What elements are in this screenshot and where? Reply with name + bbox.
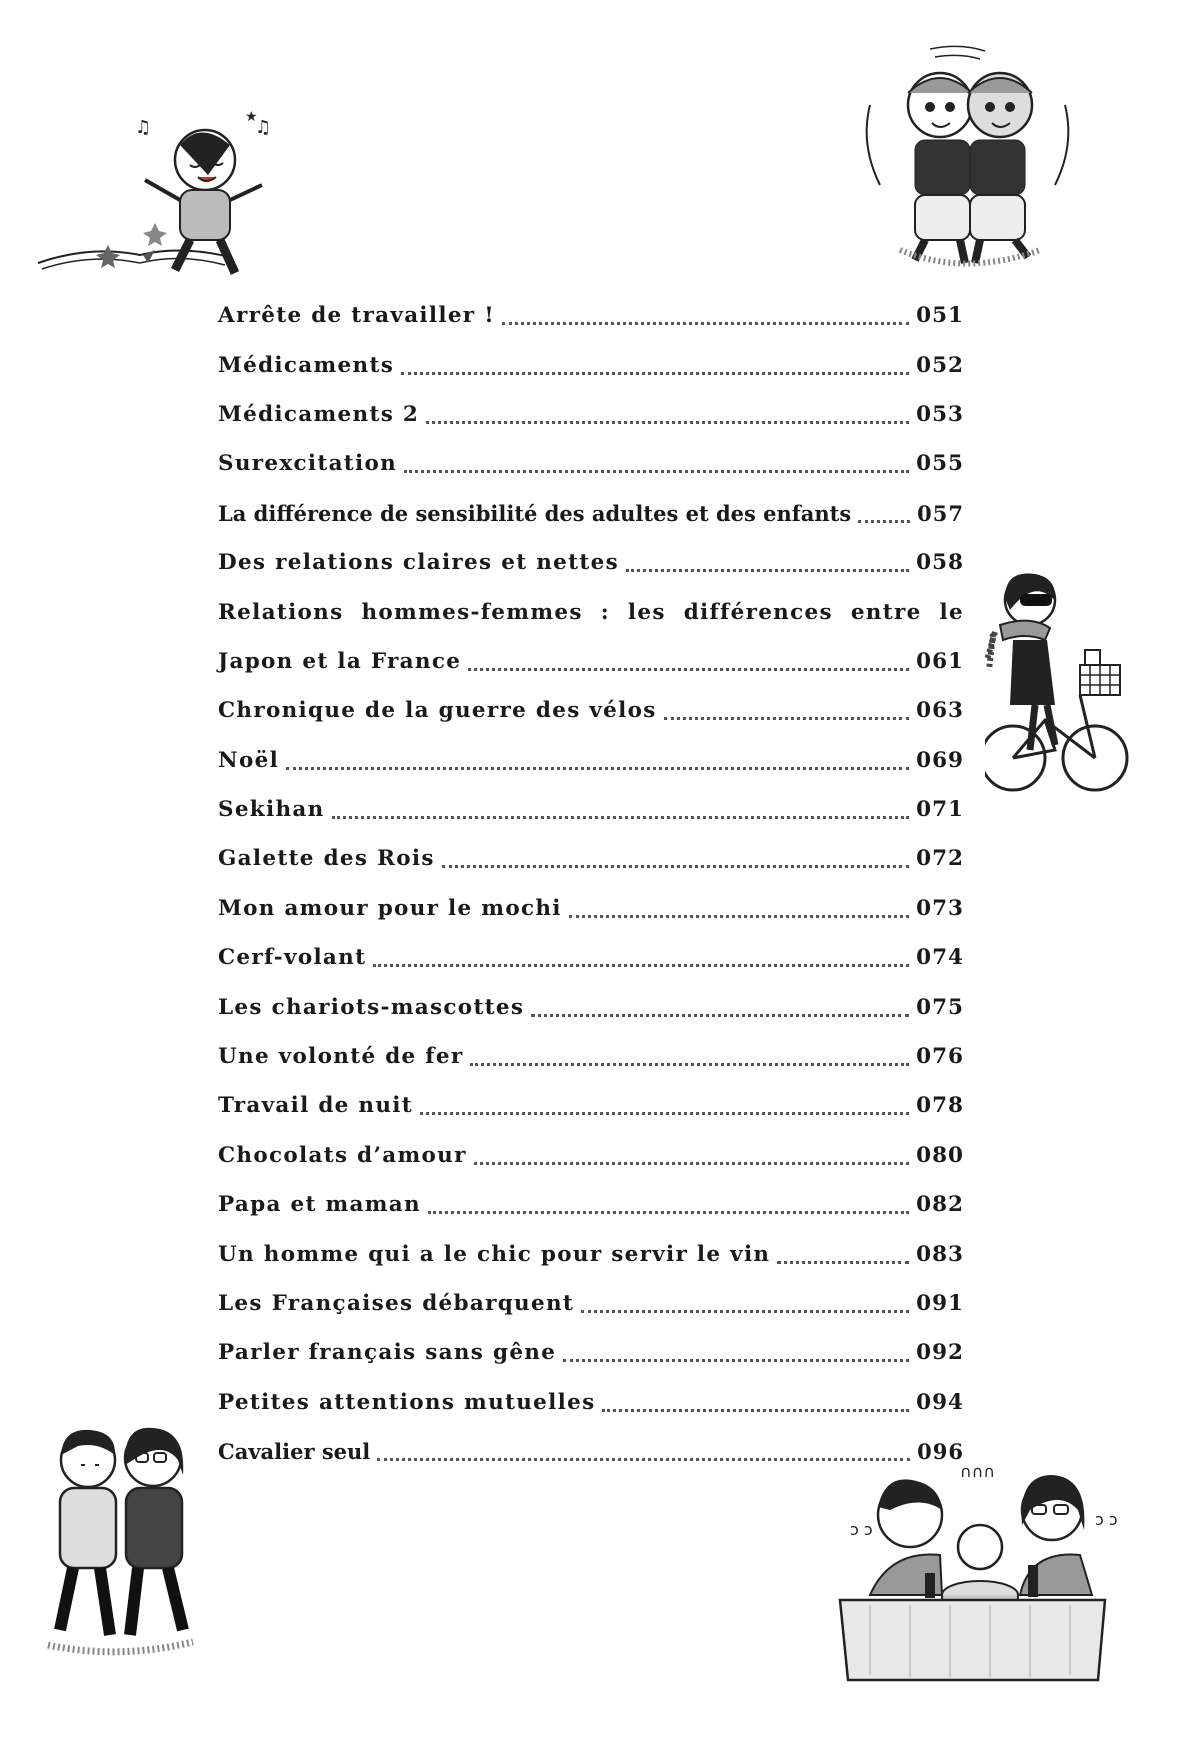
dot-leader [426,413,909,424]
family-dinner-icon [830,1455,1120,1685]
cyclist-icon [985,570,1130,805]
dot-leader [468,660,909,671]
toc-entry-title: Surexcitation [218,451,398,477]
svg-text:♫: ♫ [135,117,152,138]
toc-entry-title: Les Françaises débarquent [218,1291,575,1316]
dot-leader [332,808,910,819]
toc-entry[interactable] [218,538,964,587]
dot-leader [626,561,909,572]
toc-entry-page: 076 [916,1044,964,1070]
svg-text:ɔ ɔ: ɔ ɔ [850,1520,873,1539]
toc-entry-title: Médicaments 2 [218,401,420,427]
toc-entry-title: Chronique de la guerre des vélos [218,698,657,724]
toc-entry-page: 082 [916,1192,964,1218]
toc-entry-page: 074 [916,945,964,971]
dot-leader [664,709,909,720]
toc-entry-title: Sekihan [218,797,325,823]
dot-leader [286,759,909,770]
toc-entry-title: Chocolats d’amour [218,1142,467,1168]
toc-entry-page: 072 [916,846,964,872]
toc-entry-page: 083 [916,1241,964,1267]
dot-leader [858,512,910,523]
dot-leader [470,1055,909,1066]
toc-entry[interactable] [218,637,964,686]
toc-entry-page: 051 [916,303,964,329]
toc-entry[interactable] [218,489,964,538]
toc-entry-title: Médicaments [218,352,395,378]
hugging-characters-icon [860,45,1075,270]
toc-entry-page: 057 [917,500,964,526]
toc-entry[interactable] [218,933,964,982]
dancing-character-icon [30,105,280,280]
toc-entry-title: Mon amour pour le mochi [218,895,562,921]
walking-couple-icon [38,1420,198,1660]
toc-entry-title: Travail de nuit [218,1093,413,1119]
toc-word: Relations [218,599,344,625]
toc-entry[interactable] [218,834,964,883]
toc-entry-page: 061 [916,648,964,674]
toc-entry-page: 075 [916,994,964,1020]
toc-entry[interactable] [218,1131,964,1180]
toc-entry[interactable] [218,1328,964,1377]
toc-entry-title: Un homme qui a le chic pour servir le vin [218,1241,771,1267]
toc-entry-page: 094 [916,1389,964,1415]
dot-leader [563,1351,909,1362]
toc-entry-title: Des relations claires et nettes [218,550,619,576]
dot-leader [373,956,909,967]
toc-entry-title: Une volonté de fer [218,1044,464,1070]
toc-entry[interactable] [218,390,964,439]
svg-text:ɔ ɔ: ɔ ɔ [1095,1510,1118,1529]
toc-entry[interactable] [218,1180,964,1229]
toc-entry[interactable] [218,982,964,1031]
toc-entry-page: 063 [916,698,964,724]
toc-entry[interactable] [218,439,964,488]
toc-entry-page: 071 [916,797,964,823]
toc-entry-page: 091 [916,1291,964,1316]
toc-entry-page: 096 [917,1439,964,1465]
toc-entry[interactable] [218,340,964,389]
dot-leader [531,1006,909,1017]
dot-leader [377,1450,910,1461]
toc-entry[interactable] [218,1032,964,1081]
toc-entry-page: 058 [916,550,964,576]
table-of-contents [218,291,964,1476]
toc-word: le [939,599,964,625]
toc-entry-title: Noël [218,747,280,773]
dot-leader [442,857,909,868]
toc-word: : [600,599,610,625]
toc-entry-title: Arrête de travailler ! [218,303,495,329]
toc-entry[interactable] [218,1427,964,1476]
toc-entry[interactable] [218,1081,964,1130]
toc-entry-page: 052 [916,352,964,378]
toc-entry-page: 073 [916,895,964,921]
toc-entry-page: 078 [916,1093,964,1119]
toc-entry[interactable] [218,736,964,785]
dot-leader [502,314,909,325]
toc-entry[interactable] [218,884,964,933]
dot-leader [581,1302,909,1313]
dot-leader [569,907,909,918]
toc-word: les [627,599,666,625]
svg-text:∩∩∩: ∩∩∩ [960,1462,996,1481]
toc-word: hommes-femmes [361,599,583,625]
dot-leader [428,1203,909,1214]
toc-entry-page: 092 [916,1340,964,1366]
toc-entry-title: La différence de sensibilité des adultes et des enfants [218,500,852,526]
toc-entry[interactable] [218,1229,964,1278]
dot-leader [404,462,909,473]
toc-entry-title: Galette des Rois [218,846,435,872]
toc-entry-wrapped-line[interactable] [218,587,964,636]
svg-text:♫: ♫ [255,117,272,138]
toc-entry-title: Cerf-volant [218,945,367,971]
toc-entry-title: Petites attentions mutuelles [218,1389,596,1415]
toc-entry-page: 080 [916,1142,964,1168]
toc-entry-title: Les chariots-mascottes [218,994,525,1020]
svg-text:★: ★ [245,109,258,125]
toc-word: entre [850,599,922,625]
toc-entry-title: Cavalier seul [218,1439,371,1465]
toc-entry[interactable] [218,1279,964,1328]
dot-leader [602,1401,909,1412]
toc-entry[interactable] [218,1378,964,1427]
dot-leader [474,1154,909,1165]
toc-entry-page: 055 [916,451,964,477]
toc-entry-title: Japon et la France [218,648,462,674]
toc-entry-page: 053 [916,401,964,427]
toc-entry[interactable] [218,785,964,834]
toc-word: différences [683,599,833,625]
dot-leader [401,364,909,375]
toc-entry-page: 069 [916,747,964,773]
toc-entry[interactable] [218,291,964,340]
toc-entry-title: Parler français sans gêne [218,1340,557,1366]
dot-leader [777,1253,909,1264]
toc-entry[interactable] [218,686,964,735]
toc-entry-title: Papa et maman [218,1192,421,1218]
dot-leader [420,1104,909,1115]
